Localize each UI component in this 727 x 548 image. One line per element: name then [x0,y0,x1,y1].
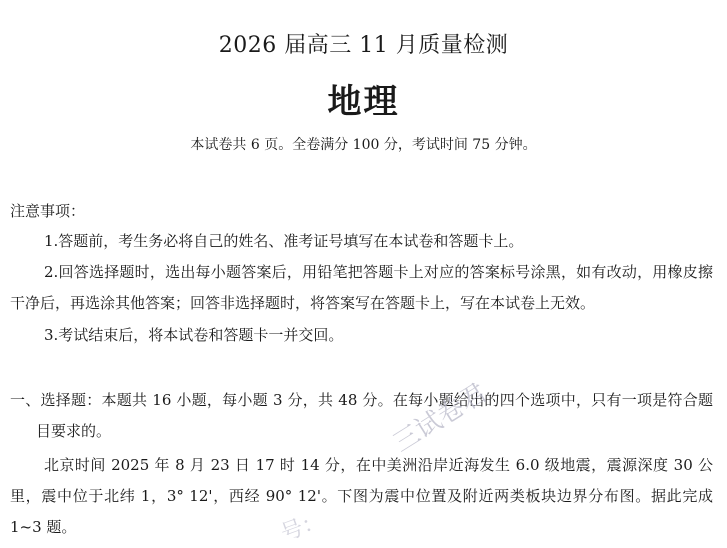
notice-item-1: 1.答题前，考生务必将自己的姓名、准考证号填写在本试卷和答题卡上。 [44,232,524,250]
exam-info: 本试卷共 6 页。全卷满分 100 分，考试时间 75 分钟。 [190,137,537,153]
watermark-text-2: 号： [277,508,328,547]
section-heading-text: 一、选择题：本题共 16 小题，每小题 3 分，共 48 分。在每小题给出的四个选项中，只有一项是符合题目要求的。 [10,391,713,440]
notice-item-2: 2.回答选择题时，选出每小题答案后，用铅笔把答题卡上对应的答案标号涂黑，如有改动，用橡皮擦干净后，再选涂其他答案；回答非选择题时，将答案写在答题卡上，写在本试卷上无效。 [10,263,713,312]
watermark-text: 三试卷君 [388,377,493,459]
subject-title: 地理 [327,82,400,122]
section-heading [10,385,713,447]
notice-item-3: 3.考试结束后，将本试卷和答题卡一并交回。 [44,326,344,344]
question-passage: 北京时间 2025 年 8 月 23 日 17 时 14 分，在中美洲沿岸近海发生 6.0 级地震，震源深度 30 公里，震中位于北纬 1，3° 12'，西经 90° 12'。下图为震中位置及附近两类板块边界分布图。据此完成 1~3 题。 [10,456,713,536]
exam-title: 2026 届高三 11 月质量检测 [218,33,509,58]
notice-heading: 注意事项： [10,202,86,220]
